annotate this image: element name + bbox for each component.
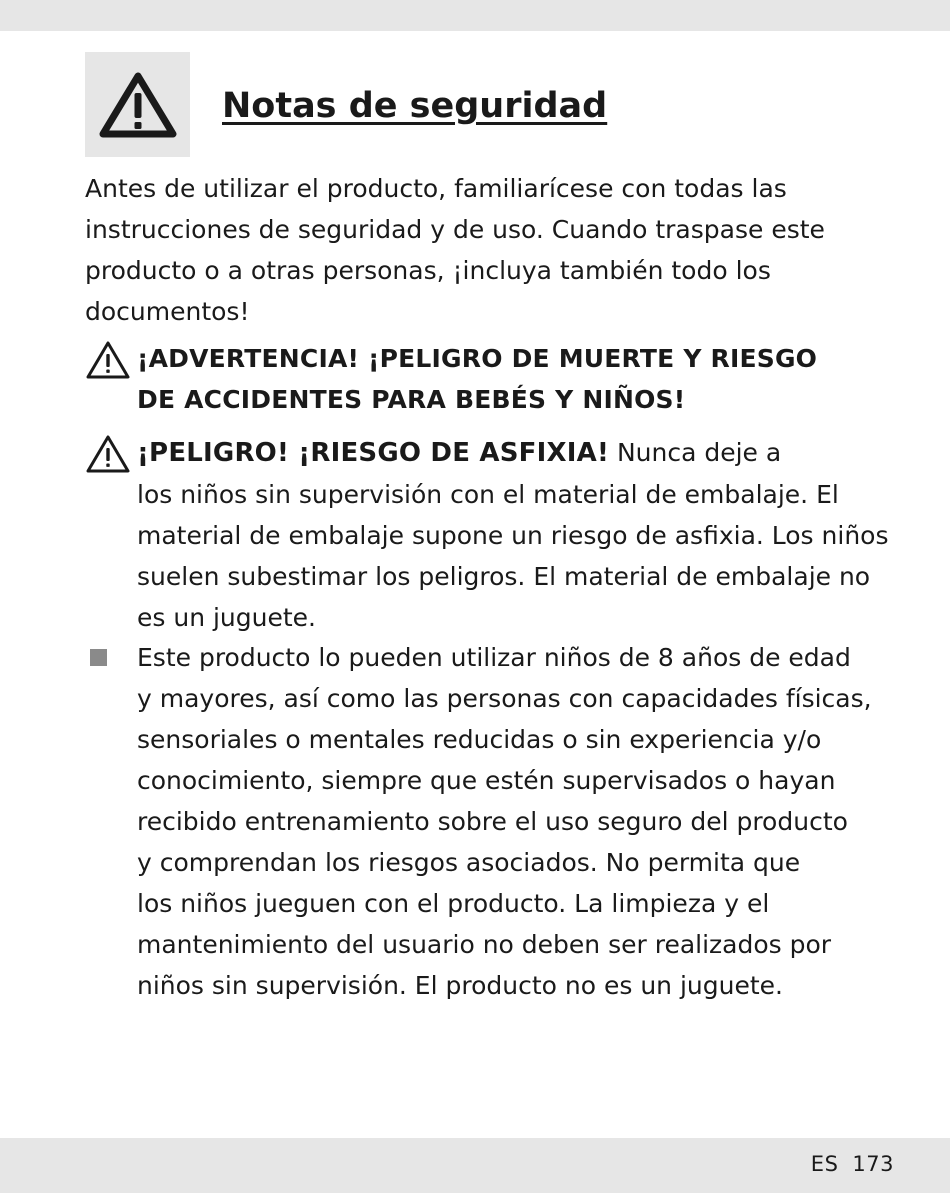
danger-first-line (137, 432, 915, 474)
intro-line: producto o a otras personas, ¡incluya también todo los (85, 256, 771, 285)
danger-heading: ¡PELIGRO! ¡RIESGO DE ASFIXIA! (137, 438, 609, 468)
warning-triangle-icon (85, 434, 131, 474)
danger-first-line-rest: Nunca deje a (609, 438, 782, 467)
bullet-line: y mayores, así como las personas con capacidades físicas, (137, 684, 872, 713)
bullet-line: conocimiento, siempre que estén supervisados o hayan (137, 766, 836, 795)
page-title: Notas de seguridad (222, 86, 608, 126)
bullet-line: niños sin supervisión. El producto no es un juguete. (137, 971, 783, 1000)
warning-heading (137, 338, 915, 420)
bullet-block (85, 637, 915, 1006)
danger-line: suelen subestimar los peligros. El material de embalaje no (137, 562, 871, 591)
page-number: 173 (852, 1152, 894, 1176)
bottom-band (0, 1138, 950, 1193)
bullet-line: mantenimiento del usuario no deben ser realizados por (137, 930, 832, 959)
bullet-line: los niños jueguen con el producto. La limpieza y el (137, 889, 770, 918)
language-code: ES (810, 1152, 839, 1176)
top-band (0, 0, 950, 31)
danger-block (85, 432, 915, 638)
danger-line: es un juguete. (137, 603, 317, 632)
bullet-text (137, 637, 915, 1006)
danger-line: material de embalaje supone un riesgo de asfixia. Los niños (137, 521, 889, 550)
intro-paragraph (85, 168, 875, 332)
bullet-line: recibido entrenamiento sobre el uso seguro del producto (137, 807, 848, 836)
page-footer (811, 1152, 894, 1176)
warning-block (85, 338, 915, 420)
warning-line: ¡ADVERTENCIA! ¡PELIGRO DE MUERTE Y RIESGO (137, 344, 818, 373)
warning-line: DE ACCIDENTES PARA BEBÉS Y NIÑOS! (137, 385, 686, 414)
bullet-line: y comprendan los riesgos asociados. No permita que (137, 848, 801, 877)
intro-line: documentos! (85, 297, 250, 326)
square-bullet-icon (90, 649, 107, 666)
danger-text (137, 432, 915, 638)
warning-triangle-icon (99, 71, 177, 139)
bullet-line: sensoriales o mentales reducidas o sin experiencia y/o (137, 725, 822, 754)
warning-title-icon-box (85, 52, 190, 157)
intro-line: instrucciones de seguridad y de uso. Cuando traspase este (85, 215, 825, 244)
intro-line: Antes de utilizar el producto, familiarícese con todas las (85, 174, 787, 203)
warning-triangle-icon (85, 340, 131, 380)
danger-line: los niños sin supervisión con el material de embalaje. El (137, 480, 839, 509)
bullet-line: Este producto lo pueden utilizar niños de 8 años de edad (137, 643, 851, 672)
